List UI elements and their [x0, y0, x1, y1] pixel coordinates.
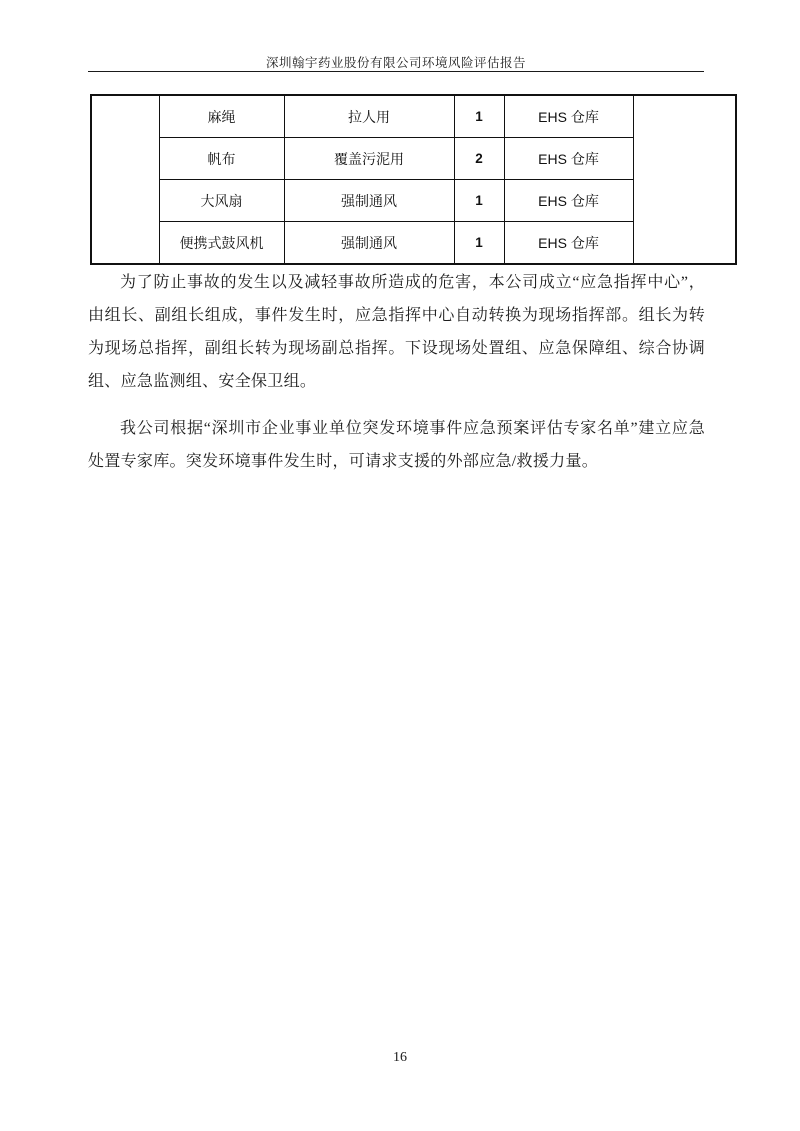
table-cell-location: EHS 仓库 — [504, 95, 633, 138]
table-cell-purpose: 拉人用 — [284, 95, 454, 138]
table-cell-quantity: 2 — [454, 138, 504, 180]
table-cell-location: EHS 仓库 — [504, 222, 633, 265]
table-cell-item: 麻绳 — [159, 95, 284, 138]
table-cell-location: EHS 仓库 — [504, 138, 633, 180]
table-cell-location: EHS 仓库 — [504, 180, 633, 222]
table-cell-left-empty — [91, 95, 159, 264]
table-cell-item: 帆布 — [159, 138, 284, 180]
emergency-supplies-table — [90, 94, 737, 265]
page-number: 16 — [393, 1050, 407, 1065]
table-cell-purpose: 覆盖污泥用 — [284, 138, 454, 180]
table-cell-quantity: 1 — [454, 180, 504, 222]
table-row — [91, 95, 736, 138]
table-cell-item: 大风扇 — [159, 180, 284, 222]
body-paragraph-emergency-command: 为了防止事故的发生以及减轻事故所造成的危害，本公司成立“应急指挥中心”，由组长、副组长组成，事件发生时，应急指挥中心自动转换为现场指挥部。组长为转为现场总指挥，副组长转为现场副总指挥。下设现场处置组、应急保障组、综合协调组、应急监测组、安全保卫组。 — [88, 274, 705, 390]
body-text-block — [88, 266, 705, 478]
header-rule — [88, 71, 704, 72]
table-cell-quantity: 1 — [454, 222, 504, 265]
table-cell-purpose: 强制通风 — [284, 180, 454, 222]
body-paragraph-expert-pool: 我公司根据“深圳市企业事业单位突发环境事件应急预案评估专家名单”建立应急处置专家库。突发环境事件发生时，可请求支援的外部应急/救援力量。 — [88, 420, 705, 470]
table-cell-purpose: 强制通风 — [284, 222, 454, 265]
header-title: 深圳翰宇药业股份有限公司环境风险评估报告 — [265, 56, 526, 70]
table-cell-item: 便携式鼓风机 — [159, 222, 284, 265]
table-cell-quantity: 1 — [454, 95, 504, 138]
table-cell-right-empty — [633, 95, 736, 264]
